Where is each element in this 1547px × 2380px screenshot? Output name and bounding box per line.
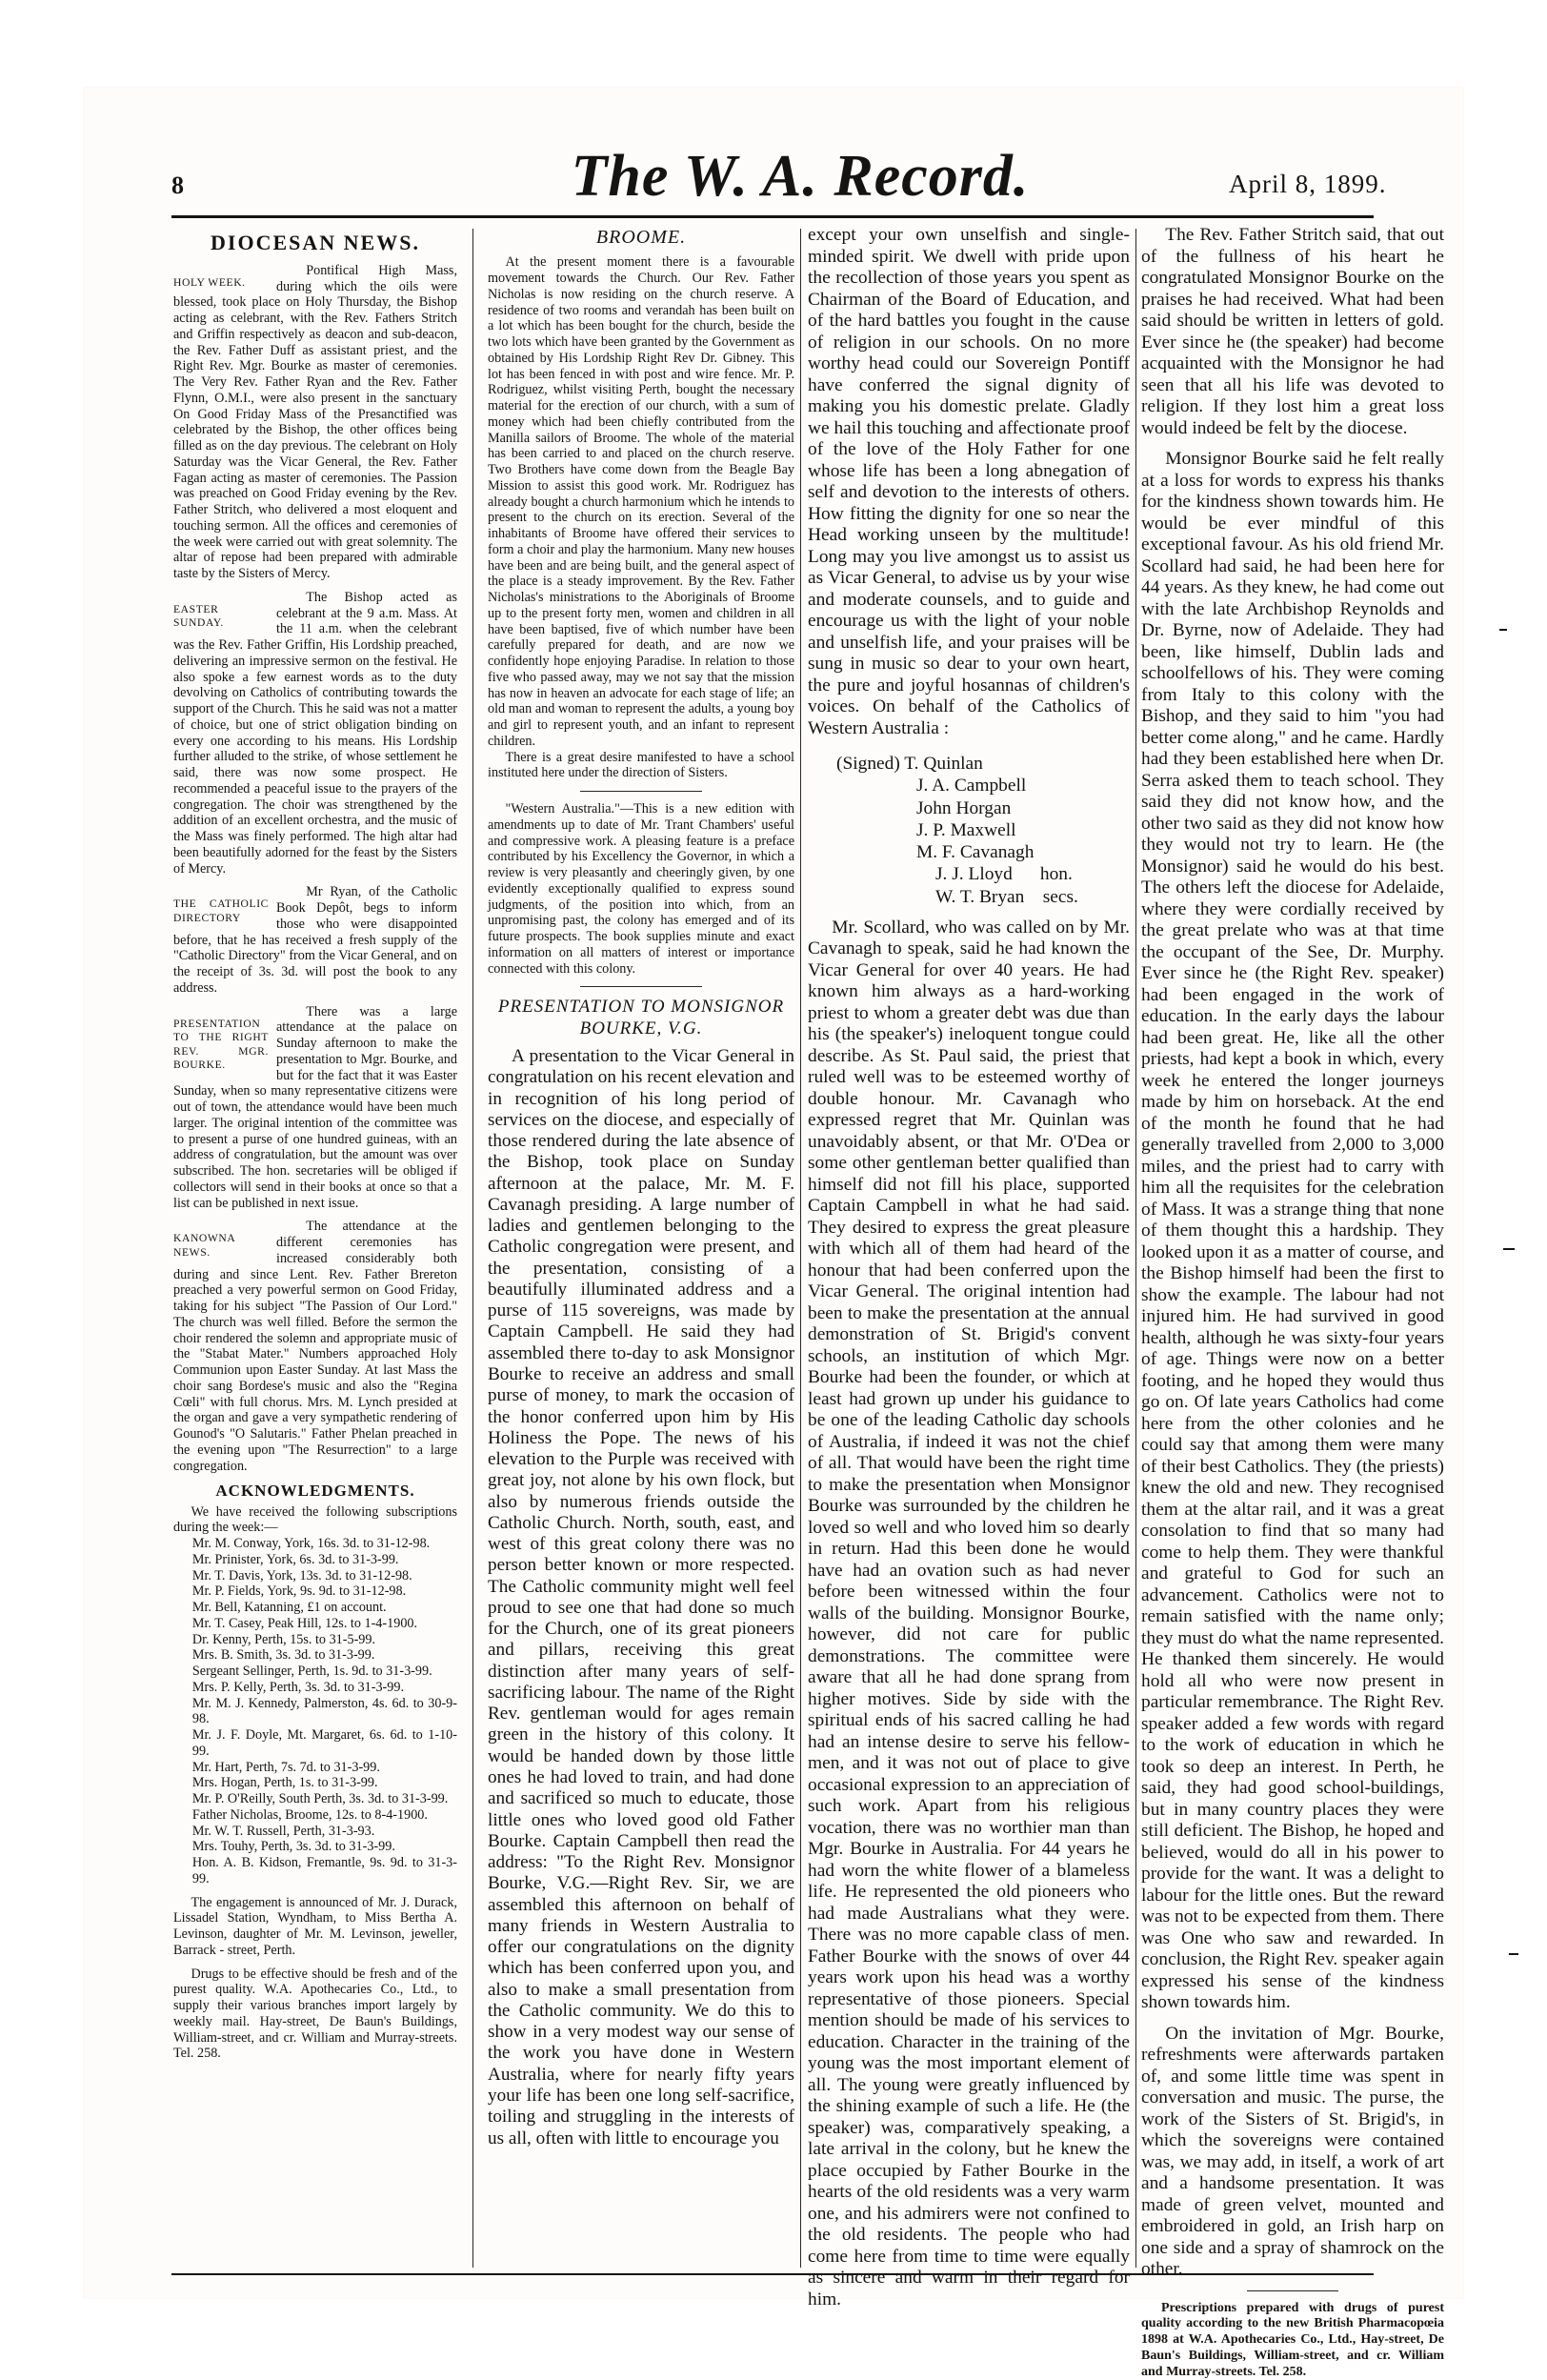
side-heading: PRESENTATION TO THE RIGHT REV. MGR. BOURKE. (173, 1004, 269, 1073)
signatory: W. T. Bryan (935, 887, 1024, 907)
signatory: John Horgan (836, 797, 1130, 819)
signatory: J. J. Lloyd (935, 864, 1013, 884)
acknowledgment-entry: Father Nicholas, Broome, 12s. to 8-4-1900. (173, 1807, 457, 1824)
acknowledgment-entry: Mrs. B. Smith, 3s. 3d. to 31-3-99. (173, 1647, 457, 1664)
news-text: The attendance at the different ceremonies has increased considerably both during and since Lent. Rev. Father Brereton preached a very powerful sermon on Good Friday, taking for his subject "The Passion of Our Lord." The church was well filled. Before the sermon the choir rendered the solemn and appropriate music of the "Stabat Mater." Numbers approached Holy Communion upon Easter Sunday. At last Mass the choir sang Bordese's music and also the "Regina Cœli" with full chorus. Mrs. M. Lynch presided at the organ and gave a very sympathetic rendering of Gounod's "O Salutaris." Father Phelan preached in the evening upon "The Resurrection" to a large congregation. (173, 1219, 457, 1474)
acknowledgment-entry: Mrs. Touhy, Perth, 3s. 3d. to 31-3-99. (173, 1839, 457, 1855)
prescriptions-advert: Prescriptions prepared with drugs of purest quality according to the new British Pharmacopœia 1898 at W.A. Apothecaries Co., Ltd., Hay-street, De Baun's Buildings, William-street, and cr. William and Murray-streets. Tel. 258. (1141, 2301, 1444, 2380)
column-divider (472, 229, 473, 2268)
signatory: J. P. Maxwell (836, 819, 1130, 841)
signatures-block (836, 753, 1130, 908)
acknowledgment-entry: Dr. Kenny, Perth, 15s. to 31-5-99. (173, 1632, 457, 1648)
separator-rule (580, 986, 703, 987)
side-heading: EASTER SUNDAY. (173, 590, 269, 631)
news-text: Mr Ryan, of the Catholic Book Depôt, begs to inform those who were disappointed before, that he has received a fresh supply of the "Catholic Directory" from the Vicar General, and on the receipt of 3s. 3d. will post the book to any address. (173, 884, 457, 996)
acknowledgment-entry: Hon. A. B. Kidson, Fremantle, 9s. 9d. to 31-3-99. (173, 1855, 457, 1887)
acknowledgment-entry: Mr. T. Casey, Peak Hill, 12s. to 1-4-1900. (173, 1616, 457, 1632)
acknowledgment-entry: Mrs. P. Kelly, Perth, 3s. 3d. to 31-3-99. (173, 1680, 457, 1696)
section-title-broome: BROOME. (488, 227, 794, 249)
margin-mark (1503, 1248, 1515, 1250)
news-text: There was a large attendance at the palace on Sunday afternoon to make the presentation to Mgr. Bourke, and but for the fact that it was Easter Sunday, when so many representative citizens were out of town, the attendance would have been much larger. The original intention of the committee was to present a purse of one hundred guineas, with an address of congratulation, but the amount was over subscribed. The hon. secretaries will be obliged if collectors will send in their books at once so that a list can be published in next issue. (173, 1004, 457, 1212)
column-divider (800, 229, 801, 2268)
signatory: M. F. Cavanagh (836, 841, 1130, 863)
separator-rule (1247, 2290, 1337, 2291)
signatory: J. A. Campbell (836, 775, 1130, 797)
western-australia-review: "Western Australia."—This is a new edition with amendments up to date of Mr. Trant Chambers' useful and compressive work. A pleasing feature is a preface contributed by his Excellency the Governor, in which a review is very pleasantly and cheeringly given, by one evidently exceptionally qualified to express sound judgments, of the position into which, from an unpromising past, the colony has emerged and of its future prospects. The book supplies minute and exact information on all matters of interest or importance connected with this colony. (488, 801, 794, 977)
acknowledgment-entry: Sergeant Sellinger, Perth, 1s. 9d. to 31-3-99. (173, 1664, 457, 1680)
acknowledgments-list (173, 1536, 457, 1887)
acknowledgment-entry: Mrs. Hogan, Perth, 1s. to 31-3-99. (173, 1775, 457, 1791)
secretary-label: secs. (1043, 887, 1078, 907)
column-diocesan-news (173, 225, 457, 2269)
news-text: Pontifical High Mass, during which the oils were blessed, took place on Holy Thursday, the Bishop acting as celebrant, with the Rev. Fathers Stritch and Griffin respectively as deacon and sub-deacon, the Rev. Father Duff as assistant priest, and the Right Rev. Mgr. Bourke as master of ceremonies. The Very Rev. Father Ryan and the Rev. Father Flynn, O.M.I., were also present in the sanctuary On Good Friday Mass of the Presanctified was celebrated by the Bishop, the other offices being filled as on the day previous. The celebrant on Holy Saturday was the Vicar General, the Rev. Father Fagan acting as master of ceremonies. The Passion was preached on Good Friday evening by the Rev. Father Stritch, who delivered a most eloquent and touching sermon. All the offices and ceremonies of the week were carried out with great solemnity. The altar of repose had been prepared with admirable taste by the Sisters of Mercy. (173, 263, 457, 582)
acknowledgments-title: ACKNOWLEDGMENTS. (173, 1482, 457, 1501)
address-continued: except your own unselfish and single-minded spirit. We dwell with pride upon the recollection of those years you spent as Chairman of the Board of Education, and of the hard battles you fought in the cause of religion in our schools. On no more worthy head could our Sovereign Pontiff have conferred the signal dignity of making you his domestic prelate. Gladly we hail this touching and affectionate proof of the love of the Holy Father for one whose life has been a long abnegation of self and devotion to the interests of others. How fitting the dignity for one so near the Head working unseen by the multitude! Long may you live amongst us to assist us as Vicar General, to advise us by your wise and moderate counsels, and to guide and encourage us with the light of your noble and unselfish life, and your praises will be sung in music so dear to your own heart, the pure and joyful hosannas of children's voices. On behalf of the Catholics of Western Australia : (808, 225, 1130, 739)
separator-rule (580, 791, 703, 792)
column-presentation-continued (808, 225, 1130, 2269)
column-responses (1141, 225, 1444, 2269)
drugs-advert: Drugs to be effective should be fresh and of the purest quality. W.A. Apothecaries Co., Ltd., to supply their various branches import largely by weekly mail. Hay-street, De Baun's Buildings, William-street, and cr. William and Murray-streets. Tel. 258. (173, 1967, 457, 2063)
stritch-speech: The Rev. Father Stritch said, that out of the fullness of his heart he congratulated Monsignor Bourke on the praises he had received. What had been said should be written in letters of gold. Ever since he (the speaker) had become acquainted with the Monsignor he had seen that all his life was devoted to religion. If they lost him a great loss would indeed be felt by the diocese. (1141, 225, 1444, 439)
news-text: The Bishop acted as celebrant at the 9 a.m. Mass. At the 11 a.m. when the celebrant was the Rev. Father Griffin, His Lordship preached, delivering an impressive sermon on the festival. He also spoke a few earnest words as to the duty devolving on Catholics of contributing towards the support of the Church. This he said was not a matter of choice, but one of strict obligation binding on every one according to his means. His Lordship further alluded to the strike, of whose settlement he said, there was now some prospect. He recommended a peaceful issue to the prayers of the congregation. The choir was strengthened by the addition of an excellent orchestra, and the music of the Mass was finely performed. The high altar had been beautifully adorned for the feast by the Sisters of Mercy. (173, 590, 457, 877)
acknowledgment-entry: Mr. P. Fields, York, 9s. 9d. to 31-12-98. (173, 1583, 457, 1600)
acknowledgments-intro: We have received the following subscriptions during the week:— (173, 1504, 457, 1537)
presentation-text: A presentation to the Vicar General in congratulation on his recent elevation and in recognition of his long period of services on the diocese, and especially of those rendered during the late absence of the Bishop, took place on Sunday afternoon at the palace, Mr. M. F. Cavanagh presiding. A large number of ladies and gentlemen belonging to the Catholic congregation were present, and the presentation, consisting of a beautifully illuminated address and a purse of 115 sovereigns, was made by Captain Campbell. He said they had assembled there to-day to ask Monsignor Bourke to receive an address and small purse of money, to mark the occasion of the honor conferred upon him by His Holiness the Pope. The news of his elevation to the Purple was received with great joy, not alone by his own flock, but also by numerous friends outside the Catholic Church. North, south, east, and west of this great colony there was no person better known or more respected. The Catholic community might well feel proud to see one that had done so much for the Church, one of its great pioneers and pillars, receiving this great distinction after many years of self-sacrificing labour. The name of the Right Rev. gentleman would for ages remain green in the history of this colony. It would be handed down by those little ones he had loved to train, and had done and sacrificed so much to educate, those little ones who loved good old Father Bourke. Captain Campbell then read the address: "To the Right Rev. Monsignor Bourke, V.G.—Right Rev. Sir, we are assembled this afternoon on behalf of many friends in Western Australia to offer our congratulations on the dignity which has been conferred upon you, and also to make a small presentation from the Catholic community. We do this to show in a very modest way our sense of the work you have done in Western Australia, where for nearly fifty years your life has been one long self-sacrifice, toiling and struggling in the interests of us all, often with little to encourage you (488, 1046, 794, 2149)
page-number: 8 (171, 171, 184, 200)
acknowledgment-entry: Mr. J. F. Doyle, Mt. Margaret, 6s. 6d. to 1-10-99. (173, 1727, 457, 1760)
acknowledgment-entry: Mr. M. Conway, York, 16s. 3d. to 31-12-98. (173, 1536, 457, 1552)
scollard-speech: Mr. Scollard, who was called on by Mr. Cavanagh to speak, said he had known the Vicar General for over 40 years. He had known him always as a hard-working priest to whom a greater debt was due than his (the speaker's) ineloquent tongue could describe. As St. Paul said, the priest that ruled well was to be esteemed worthy of double honour. Mr. Cavanagh who expressed regret that Mr. Quinlan was unavoidably absent, or that Mr. O'Dea or some other gentleman better qualified than himself did not fill his place, supported Captain Campbell in what he had said. They desired to express the great pleasure with which all of them had heard of the honour that had been conferred upon the Vicar General. The original intention had been to make the presentation at the annual demonstration of St. Brigid's convent schools, an institution of which Mgr. Bourke had been the founder, or which at least had grown up under his guidance to be one of the leading Catholic day schools of Australia, if indeed it was not the chief of all. That would have been the right time to make the presentation when Monsignor Bourke was surrounded by the children he loved so well and who loved him so dearly in return. Had this been done he would have had an ovation such as had never before been witnessed within the four walls of the building. Monsignor Bourke, however, did not care for public demonstrations. The committee were aware that all he had done sprang from higher motives. Side by side with the spiritual ends of his sacred calling he had had an intense desire to serve his fellow-men, and it was not out of place to give occasional expression to an appreciation of such work. Apart from his religious vocation, there was no worthier man than Mgr. Bourke in Australia. For 44 years he had worn the white flower of a blameless life. He represented the old pioneers who had made Australians what they were. There was no more capable class of men. Father Bourke with the snows of over 44 years work upon his head was a worthy representative of those pioneers. Special mention should be made of his services to education. Character in the training of the young was the most important element of all. The young were greatly influenced by the shining example of such a life. He (the speaker) was, comparatively speaking, a late arrival in the colony, but he knew the place occupied by Father Bourke in the hearts of the old residents was a very warm one, and his admirers were not confined to the old residents. The people who had come here from time to time were equally as sincere and warm in their regard for him. (808, 918, 1130, 2311)
masthead-title: The W. A. Record. (533, 143, 1067, 211)
section-title-presentation: PRESENTATION TO MONSIGNOR BOURKE, V.G. (488, 997, 794, 1040)
news-item-kanowna (173, 1219, 457, 1474)
acknowledgment-entry: Mr. Prinister, York, 6s. 3d. to 31-3-99. (173, 1552, 457, 1568)
acknowledgment-entry: Mr. M. J. Kennedy, Palmerston, 4s. 6d. to 30-9-98. (173, 1696, 457, 1728)
closing-paragraph: On the invitation of Mgr. Bourke, refreshments were afterwards partaken of, and some little time was spent in conversation and music. The purse, the work of the Sisters of St. Brigid's, in which the sovereigns were contained was, we may add, in itself, a work of art and a handsome presentation. It was made of green velvet, mounted and embroidered in gold, an Irish harp on one side and a spray of shamrock on the other. (1141, 2024, 1444, 2281)
acknowledgment-entry: Mr. P. O'Reilly, South Perth, 3s. 3d. to 31-3-99. (173, 1791, 457, 1807)
signed-label: (Signed) (836, 754, 900, 774)
side-heading: THE CATHOLIC DIRECTORY (173, 884, 269, 925)
acknowledgment-entry: Mr. Bell, Katanning, £1 on account. (173, 1600, 457, 1616)
issue-date: April 8, 1899. (1229, 170, 1387, 199)
secretary-label: hon. (1040, 864, 1073, 884)
broome-text-2: There is a great desire manifested to have a school instituted here under the direction of Sisters. (488, 750, 794, 782)
margin-mark (1509, 1953, 1518, 1955)
signatory: T. Quinlan (904, 754, 983, 774)
section-title-diocesan-news: DIOCESAN NEWS. (173, 231, 457, 255)
side-heading: HOLY WEEK. (173, 263, 269, 290)
news-item-presentation (173, 1004, 457, 1212)
margin-mark (1499, 629, 1507, 631)
acknowledgment-entry: Mr. T. Davis, York, 13s. 3d. to 31-12-98. (173, 1568, 457, 1584)
news-item-catholic-directory (173, 884, 457, 996)
acknowledgment-entry: Mr. Hart, Perth, 7s. 7d. to 31-3-99. (173, 1760, 457, 1776)
header-rule (171, 215, 1374, 218)
engagement-notice: The engagement is announced of Mr. J. Durack, Lissadel Station, Wyndham, to Miss Bertha A. Levinson, daughter of Mr. M. Levinson, jeweller, Barrack - street, Perth. (173, 1895, 457, 1959)
bourke-reply: Monsignor Bourke said he felt really at a loss for words to express his thanks for the kindness shown towards him. He would be ever mindful of this exceptional favour. As his old friend Mr. Scollard had said, he had been here for 44 years. As they knew, he had come out with the late Archbishop Reynolds and Dr. Byrne, now of Adelaide. They had been, like himself, Dublin lads and schoolfellows of his. They were coming from Italy to this colony with the Bishop, and they said to him "you had better come along," and he came. Hardly had they been established here when Dr. Serra asked them to teach school. They said they did not know how, and the other two said as they did not know how they would not try to learn. He (the Monsignor) said he would do his best. The others left the diocese for Adelaide, where they were cordially received by the great prelate who was at that time the occupant of the See, Dr. Murphy. Ever since he (the Right Rev. speaker) had been engaged in the work of education. In the early days the labour had been great. He, like all the other priests, had kept a book in which, every week he entered the longer journeys made by him on horseback. At the end of the month he found that he had generally travelled from 2,000 to 3,000 miles, and the priest had to carry with him all the requisites for the celebration of Mass. It was a strange thing that none of them thought this a hardship. They looked upon it as a matter of course, and the Bishop himself had been the first to show the example. The labour had not injured him. He had survived in good health, although he was sixty-four years of age. Things were now on a better footing, and he hoped they would thus go on. Of late years Catholics had come here from the other colonies and he could say that among them were many of their best Catholics. They (the priests) knew the old and new. They recognised them at the altar rail, and it was a great consolation to find that so many had come to help them. They were thankful and grateful to God for such an advancement. Catholics were not to remain satisfied with the name only; they must do what the name represented. He thanked them sincerely. He would hold all who were now present in particular remembrance. The Right Rev. speaker added a few words with regard to the work of education in which he took so deep an interest. In Perth, he said, they had good school-buildings, but in many country places they were still deficient. The Bishop, he hoped and believed, would do all in his power to provide for the want. It was a delight to labour for the little ones. But the reward was not to be expected from them. There was One who saw and rewarded. In conclusion, the Right Rev. speaker again expressed his sense of the kindness shown towards him. (1141, 449, 1444, 2014)
column-divider (1135, 229, 1136, 2268)
broome-text: At the present moment there is a favourable movement towards the Church. Our Rev. Father Nicholas is now residing on the church reserve. A residence of two rooms and verandah has been built on a lot which has been bought for the church, beside the two lots which have been granted by the Government as obtained by His Lordship Right Rev Dr. Gibney. This lot has been fenced in with post and wire fence. Mr. P. Rodriguez, whilst visiting Perth, bought the necessary material for the erection of our church, with a sum of money which had been chiefly contributed from the Manilla sailors of Broome. The whole of the material has been carried to and placed on the church reserve. Two Brothers have come down from the Beagle Bay Mission to assist this good work. Mr. Rodriguez has already bought a church harmonium which he intends to present to the church on its erection. Several of the inhabitants of Broome have offered their services to form a choir and play the harmonium. Many new houses have been and are being built, and the general aspect of the place is a steady improvement. By the Rev. Father Nicholas's ministrations to the Aboriginals of Broome up to the present forty men, women and children in all have been baptised, five of which number have been carefully prepared for death, and are now we confidently hope enjoying Paradise. In relation to those five who passed away, may we not say that the mission has now in heaven an advocate for each stage of life; an old man and woman to represent the adults, a young boy and girl to represent youth, and an infant to represent children. (488, 254, 794, 749)
side-heading: KANOWNA NEWS. (173, 1219, 269, 1260)
acknowledgment-entry: Mr. W. T. Russell, Perth, 31-3-93. (173, 1824, 457, 1840)
news-item-easter-sunday (173, 590, 457, 877)
news-item-holy-week (173, 263, 457, 582)
column-broome (488, 225, 794, 2269)
